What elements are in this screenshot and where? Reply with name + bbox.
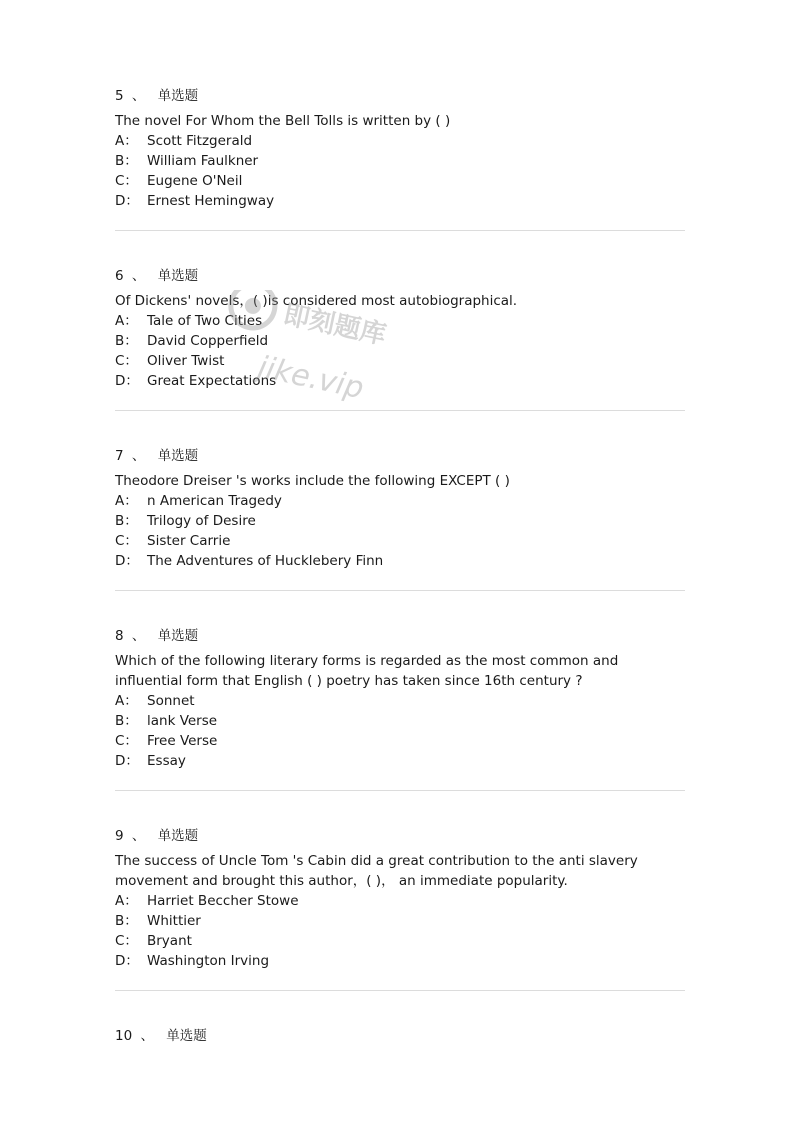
question-number: 9 <box>115 828 124 844</box>
option-text: Oliver Twist <box>147 353 225 369</box>
divider <box>115 590 685 591</box>
question-header <box>115 626 685 646</box>
question-text: Theodore Dreiser 's works include the following EXCEPT ( ) <box>115 473 510 489</box>
option-key: D： <box>115 193 139 209</box>
question-7 <box>115 446 685 571</box>
divider <box>115 990 685 991</box>
question-text: The success of Uncle Tom 's Cabin did a great contribution to the anti slavery movement and brought this author，( )， an immediate popularity. <box>115 853 638 889</box>
option-b <box>115 711 685 731</box>
question-header <box>115 826 685 846</box>
option-text: Sister Carrie <box>147 533 231 549</box>
question-header <box>115 446 685 466</box>
question-separator: 、 <box>131 268 146 284</box>
question-separator: 、 <box>140 1028 154 1044</box>
option-b <box>115 511 685 531</box>
option-key: D： <box>115 753 139 769</box>
option-text: William Faulkner <box>147 153 259 169</box>
option-key: A： <box>115 893 138 909</box>
option-text: n American Tragedy <box>147 493 282 509</box>
option-d <box>115 551 685 571</box>
option-text: Free Verse <box>147 733 218 749</box>
option-key: C： <box>115 353 138 369</box>
option-text: Harriet Beccher Stowe <box>147 893 299 909</box>
divider <box>115 410 685 411</box>
option-a <box>115 891 685 911</box>
option-key: C： <box>115 933 138 949</box>
option-c <box>115 531 685 551</box>
question-type: 单选题 <box>157 448 199 464</box>
question-8 <box>115 626 685 771</box>
question-number: 5 <box>115 88 124 104</box>
divider <box>115 790 685 791</box>
option-text: The Adventures of Hucklebery Finn <box>147 553 384 569</box>
option-c <box>115 931 685 951</box>
question-type: 单选题 <box>166 1028 207 1044</box>
question-type: 单选题 <box>157 828 199 844</box>
option-text: Washington Irving <box>147 953 270 969</box>
question-header <box>115 266 685 286</box>
option-a <box>115 131 685 151</box>
option-a <box>115 691 685 711</box>
option-key: D： <box>115 953 139 969</box>
option-b <box>115 911 685 931</box>
question-number: 10 <box>115 1028 133 1044</box>
option-key: B： <box>115 153 138 169</box>
option-text: Tale of Two Cities <box>147 313 263 329</box>
option-key: B： <box>115 713 138 729</box>
watermark-url: jike.vip <box>254 349 367 407</box>
option-key: A： <box>115 313 138 329</box>
option-key: B： <box>115 333 138 349</box>
option-text: Scott Fitzgerald <box>147 133 253 149</box>
question-5 <box>115 86 685 211</box>
option-c <box>115 731 685 751</box>
question-type: 单选题 <box>157 268 199 284</box>
option-d <box>115 951 685 971</box>
option-d <box>115 751 685 771</box>
option-text: David Copperfield <box>147 333 269 349</box>
question-header <box>115 1026 685 1046</box>
question-number: 7 <box>115 448 124 464</box>
option-b <box>115 331 685 351</box>
question-10 <box>115 1026 685 1051</box>
option-a <box>115 311 685 331</box>
option-key: B： <box>115 513 138 529</box>
option-key: D： <box>115 373 139 389</box>
option-key: C： <box>115 733 138 749</box>
option-text: Essay <box>147 753 186 769</box>
question-text: Of Dickens' novels，( )is considered most autobiographical. <box>115 293 518 309</box>
question-text: The novel For Whom the Bell Tolls is written by ( ) <box>115 113 451 129</box>
divider <box>115 230 685 231</box>
question-6 <box>115 266 685 391</box>
option-key: C： <box>115 173 138 189</box>
option-key: B： <box>115 913 138 929</box>
option-text: Trilogy of Desire <box>147 513 256 529</box>
watermark-brand: 即刻题库 <box>280 299 389 351</box>
option-b <box>115 151 685 171</box>
option-text: lank Verse <box>147 713 218 729</box>
option-c <box>115 351 685 371</box>
question-separator: 、 <box>131 88 146 104</box>
question-separator: 、 <box>131 828 146 844</box>
option-d <box>115 371 685 391</box>
question-number: 8 <box>115 628 124 644</box>
question-separator: 、 <box>131 628 146 644</box>
option-key: A： <box>115 493 138 509</box>
option-text: Ernest Hemingway <box>147 193 275 209</box>
option-key: A： <box>115 693 138 709</box>
option-text: Bryant <box>147 933 192 949</box>
option-text: Sonnet <box>147 693 195 709</box>
option-d <box>115 191 685 211</box>
option-key: A： <box>115 133 138 149</box>
option-text: Great Expectations <box>147 373 277 389</box>
question-number: 6 <box>115 268 124 284</box>
question-9 <box>115 826 685 971</box>
question-header <box>115 86 685 106</box>
option-text: Eugene O'Neil <box>147 173 243 189</box>
question-text: Which of the following literary forms is regarded as the most common and influential form that English ( ) poetry has taken since 16th century ? <box>115 653 619 689</box>
option-text: Whittier <box>147 913 201 929</box>
question-separator: 、 <box>131 448 146 464</box>
option-key: D： <box>115 553 139 569</box>
question-type: 单选题 <box>157 88 199 104</box>
option-c <box>115 171 685 191</box>
question-type: 单选题 <box>157 628 199 644</box>
option-a <box>115 491 685 511</box>
option-key: C： <box>115 533 138 549</box>
